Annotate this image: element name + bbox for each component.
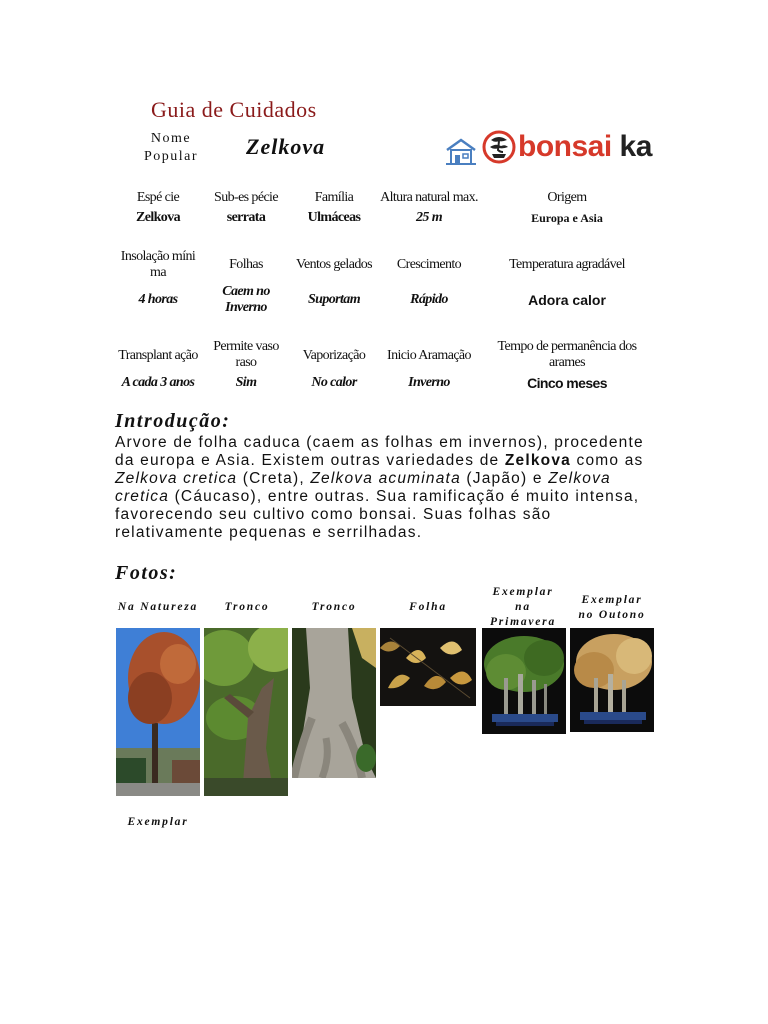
value-temperatura: Adora calor bbox=[528, 292, 606, 308]
value-vaporizacao: No calor bbox=[311, 375, 357, 390]
photo-label-outono: Exemplar no Outono bbox=[578, 594, 646, 621]
popular-name-label: Nome Popular bbox=[143, 131, 199, 164]
header-insolacao: Insolação míni ma bbox=[120, 249, 196, 280]
intro-text-2: como as bbox=[570, 452, 644, 469]
header-folhas: Folhas bbox=[229, 257, 263, 272]
intro-text-5: (Cáucaso), entre outras. Sua ramificação é muito intensa, favorecendo seu cultivo como bonsai. Suas folhas são relativamente pequenas e serrilhadas. bbox=[115, 488, 640, 541]
intro-bold-zelkova: Zelkova bbox=[504, 452, 571, 469]
photo-label-exemplar: Exemplar bbox=[127, 816, 189, 828]
intro-text-4: (Japão) e bbox=[460, 470, 549, 487]
value-altura: 25 m bbox=[416, 210, 442, 225]
value-insolacao: 4 horas bbox=[138, 292, 178, 307]
value-tempo-arames: Cinco meses bbox=[527, 375, 607, 391]
intro-text-1: Arvore de folha caduca (caem as folhas em invernos), procedente da europa e Asia. Existem outras variedades de bbox=[115, 434, 644, 469]
value-aramacao: Inverno bbox=[408, 375, 450, 390]
photo-label-primavera: Exemplar na Primavera bbox=[489, 586, 557, 628]
photo-label-tronco-1: Tronco bbox=[224, 601, 270, 613]
logo-text-ka: ka bbox=[619, 130, 652, 163]
header-vaporizacao: Vaporização bbox=[302, 348, 366, 363]
intro-text-3: (Creta), bbox=[237, 470, 311, 487]
photo-tronco-2 bbox=[292, 628, 376, 778]
photo-natureza bbox=[116, 628, 200, 796]
value-subespecie: serrata bbox=[226, 210, 266, 225]
header-vaso-raso: Permite vaso raso bbox=[213, 339, 279, 370]
value-especie: Zelkova bbox=[135, 210, 181, 225]
header-especie: Espé cie bbox=[136, 190, 180, 205]
logo-text bbox=[518, 130, 652, 164]
intro-title: Introdução: bbox=[115, 410, 231, 432]
header-familia: Família bbox=[314, 190, 354, 205]
value-origem: Europa e Asia bbox=[531, 211, 603, 225]
photo-label-folha: Folha bbox=[409, 601, 447, 613]
bonsai-ka-logo bbox=[444, 125, 658, 169]
value-folhas: Caem no Inverno bbox=[222, 284, 270, 315]
value-vaso-raso: Sim bbox=[235, 375, 257, 390]
value-crescimento: Rápido bbox=[410, 292, 448, 307]
header-tempo-arames: Tempo de permanência dos arames bbox=[497, 339, 637, 370]
header-altura: Altura natural max. bbox=[380, 190, 478, 205]
logo-text-bonsai: bonsai bbox=[518, 130, 612, 163]
value-familia: Ulmáceas bbox=[307, 210, 361, 225]
photo-label-natureza: Na Natureza bbox=[117, 601, 199, 613]
value-ventos: Suportam bbox=[308, 292, 360, 307]
popular-name-value: Zelkova bbox=[246, 134, 326, 159]
header-transplantacao: Transplant ação bbox=[118, 348, 198, 363]
header-subespecie: Sub-es pécie bbox=[214, 190, 278, 205]
photo-primavera bbox=[482, 628, 566, 734]
header-temperatura: Temperatura agradável bbox=[509, 257, 625, 272]
photo-tronco-1 bbox=[204, 628, 288, 796]
header-ventos: Ventos gelados bbox=[296, 257, 372, 272]
intro-paragraph bbox=[115, 434, 655, 542]
header-origem: Origem bbox=[547, 190, 587, 205]
photos-title: Fotos: bbox=[115, 562, 178, 584]
bonsai-emblem-icon bbox=[482, 130, 516, 164]
intro-italic-cretica-1: Zelkova cretica bbox=[115, 470, 238, 487]
house-icon bbox=[444, 137, 478, 167]
photo-label-tronco-2: Tronco bbox=[311, 601, 357, 613]
header-aramacao: Inicio Aramação bbox=[387, 348, 471, 363]
photo-outono bbox=[570, 628, 654, 732]
intro-italic-acuminata: Zelkova acuminata bbox=[310, 470, 461, 487]
photo-folha bbox=[380, 628, 476, 706]
page-title: Guia de Cuidados bbox=[151, 97, 317, 122]
header-crescimento: Crescimento bbox=[396, 257, 462, 272]
intro-italic-cretica-2: Zelkova cretica bbox=[115, 470, 611, 505]
value-transplantacao: A cada 3 anos bbox=[121, 375, 195, 390]
